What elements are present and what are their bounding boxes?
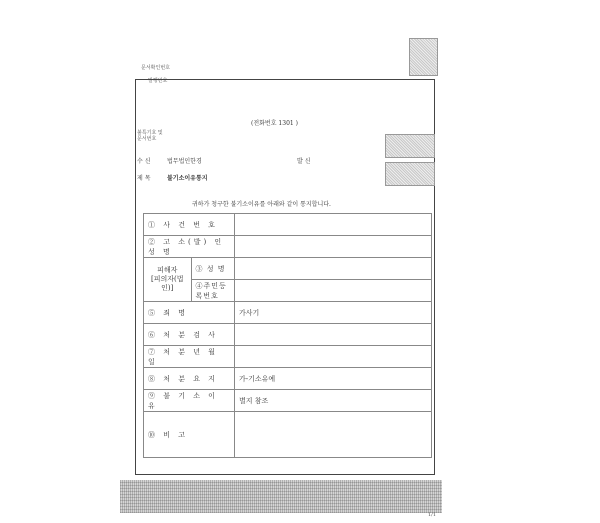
sender-label: 발 신 xyxy=(297,158,311,165)
row-label-reason: ⑨ 불 기 소 이 유 xyxy=(144,390,235,412)
row-label-charge: ⑤ 죄 명 xyxy=(144,302,235,324)
phone-number: (전화번호 1301 ) xyxy=(251,120,298,127)
row-label-complainant: ② 고 소(발) 인 성 명 xyxy=(144,236,235,258)
row-label-date: ⑦ 처 분 년 월 일 xyxy=(144,346,235,368)
row-value-charge: 가사기 xyxy=(235,302,432,324)
row-value-date xyxy=(235,346,432,368)
recipient-value: 법무법인한경 xyxy=(167,158,202,165)
table-row xyxy=(144,368,432,390)
table-row xyxy=(144,324,432,346)
registration-label xyxy=(137,130,163,142)
intro-text: 귀하가 청구한 불기소이유를 아래와 같이 통지합니다. xyxy=(192,201,331,208)
row-value-case-number xyxy=(235,214,432,236)
official-seal-2 xyxy=(385,162,435,186)
issue-number-label: 발행번호 xyxy=(148,78,168,84)
registration-label-line2: 문서번호 xyxy=(137,136,157,142)
victim-label-line1: 피해자 xyxy=(157,266,178,274)
victim-label xyxy=(144,258,192,302)
victim-name-label: ③ 성 명 xyxy=(191,258,234,280)
victim-id-value xyxy=(235,280,432,302)
subject-label: 제 목 xyxy=(137,175,151,182)
recipient-label: 수 신 xyxy=(137,158,151,165)
row-label-remarks: ⑩ 비 고 xyxy=(144,412,235,458)
stamp-image xyxy=(409,38,438,76)
table-row xyxy=(144,302,432,324)
victim-name-value xyxy=(235,258,432,280)
table-row xyxy=(144,258,432,280)
subject-value: 불기소이유통지 xyxy=(167,175,208,182)
notice-table xyxy=(143,213,432,458)
doc-check-number-label: 문서확인번호 xyxy=(141,65,170,71)
row-label-summary: ⑧ 처 분 요 지 xyxy=(144,368,235,390)
row-value-summary: 가-기소유예 xyxy=(235,368,432,390)
table-row xyxy=(144,390,432,412)
registration-label-line1: 불특기호 및 xyxy=(137,130,163,136)
victim-id-label: ④주민등록번호 xyxy=(191,280,234,302)
row-value-remarks xyxy=(235,412,432,458)
table-row xyxy=(144,412,432,458)
row-value-reason: 별지 참조 xyxy=(235,390,432,412)
victim-label-line2: [피의자(법인)] xyxy=(151,275,184,292)
row-value-complainant xyxy=(235,236,432,258)
footer-noise-band xyxy=(120,480,442,513)
official-seal-1 xyxy=(385,134,435,158)
row-value-prosecutor xyxy=(235,324,432,346)
table-row xyxy=(144,346,432,368)
table-row xyxy=(144,236,432,258)
table-row xyxy=(144,214,432,236)
row-label-case-number: ① 사 건 번 호 xyxy=(144,214,235,236)
page-number: 1/1 xyxy=(428,512,437,518)
row-label-prosecutor: ⑥ 처 분 검 사 xyxy=(144,324,235,346)
